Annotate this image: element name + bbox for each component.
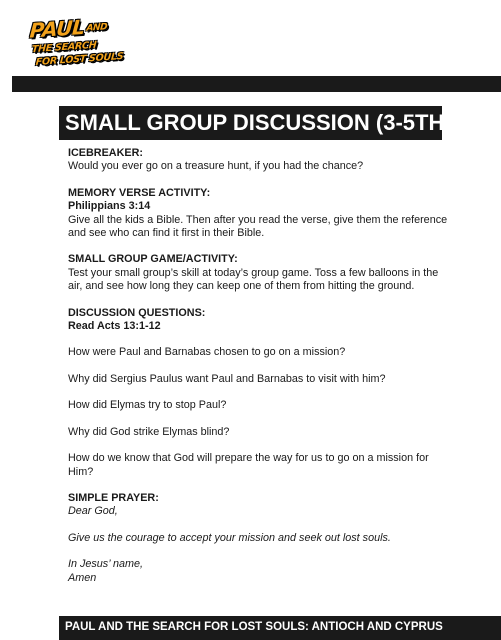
discussion-question: Why did Sergius Paulus want Paul and Barnabas to visit with him? <box>68 372 386 385</box>
prayer-body: Give us the courage to accept your mission and seek out lost souls. <box>68 531 391 544</box>
logo-line-1: PAULAND <box>28 14 108 43</box>
memory-verse-reference: Philippians 3:14 <box>68 200 151 213</box>
prayer-salutation: Dear God, <box>68 505 118 518</box>
game-text: Test your small group’s skill at today’s group game. Toss a few balloons in the air, and see how long they can keep one of them from hitting the ground. <box>68 266 439 293</box>
logo-line-3: FOR LOST SOULS <box>35 50 124 69</box>
page-title: SMALL GROUP DISCUSSION (3-5TH) <box>59 106 442 140</box>
icebreaker-text: Would you ever go on a treasure hunt, if you had the chance? <box>68 160 364 173</box>
footer-series-title: PAUL AND THE SEARCH FOR LOST SOULS: ANTIOCH AND CYPRUS <box>59 616 501 640</box>
memory-verse-section <box>68 187 448 241</box>
game-section <box>68 253 448 293</box>
icebreaker-section <box>68 147 448 174</box>
prayer-closing-line-1: In Jesus’ name, <box>68 558 144 571</box>
logo-line-2: THE SEARCH <box>31 39 97 56</box>
memory-verse-text: Give all the kids a Bible. Then after you read the verse, give them the reference and see who can find it first in their Bible. <box>68 213 448 240</box>
top-divider-bar <box>12 76 501 92</box>
discussion-reading: Read Acts 13:1-12 <box>68 320 161 333</box>
discussion-question: How did Elymas try to stop Paul? <box>68 399 227 412</box>
discussion-question: How do we know that God will prepare the way for us to go on a mission for Him? <box>68 452 429 478</box>
discussion-title: DISCUSSION QUESTIONS: <box>68 306 206 319</box>
memory-verse-title: MEMORY VERSE ACTIVITY: <box>68 186 211 199</box>
lesson-content <box>68 147 448 585</box>
prayer-closing-line-2: Amen <box>68 571 97 584</box>
discussion-question: Why did God strike Elymas blind? <box>68 425 230 438</box>
logo-and: AND <box>86 21 108 34</box>
prayer-title: SIMPLE PRAYER: <box>68 491 159 504</box>
prayer-section <box>68 492 448 585</box>
game-title: SMALL GROUP GAME/ACTIVITY: <box>68 253 238 266</box>
discussion-section <box>68 307 448 479</box>
series-logo <box>30 16 160 76</box>
icebreaker-title: ICEBREAKER: <box>68 147 143 159</box>
discussion-question: How were Paul and Barnabas chosen to go on a mission? <box>68 346 346 359</box>
